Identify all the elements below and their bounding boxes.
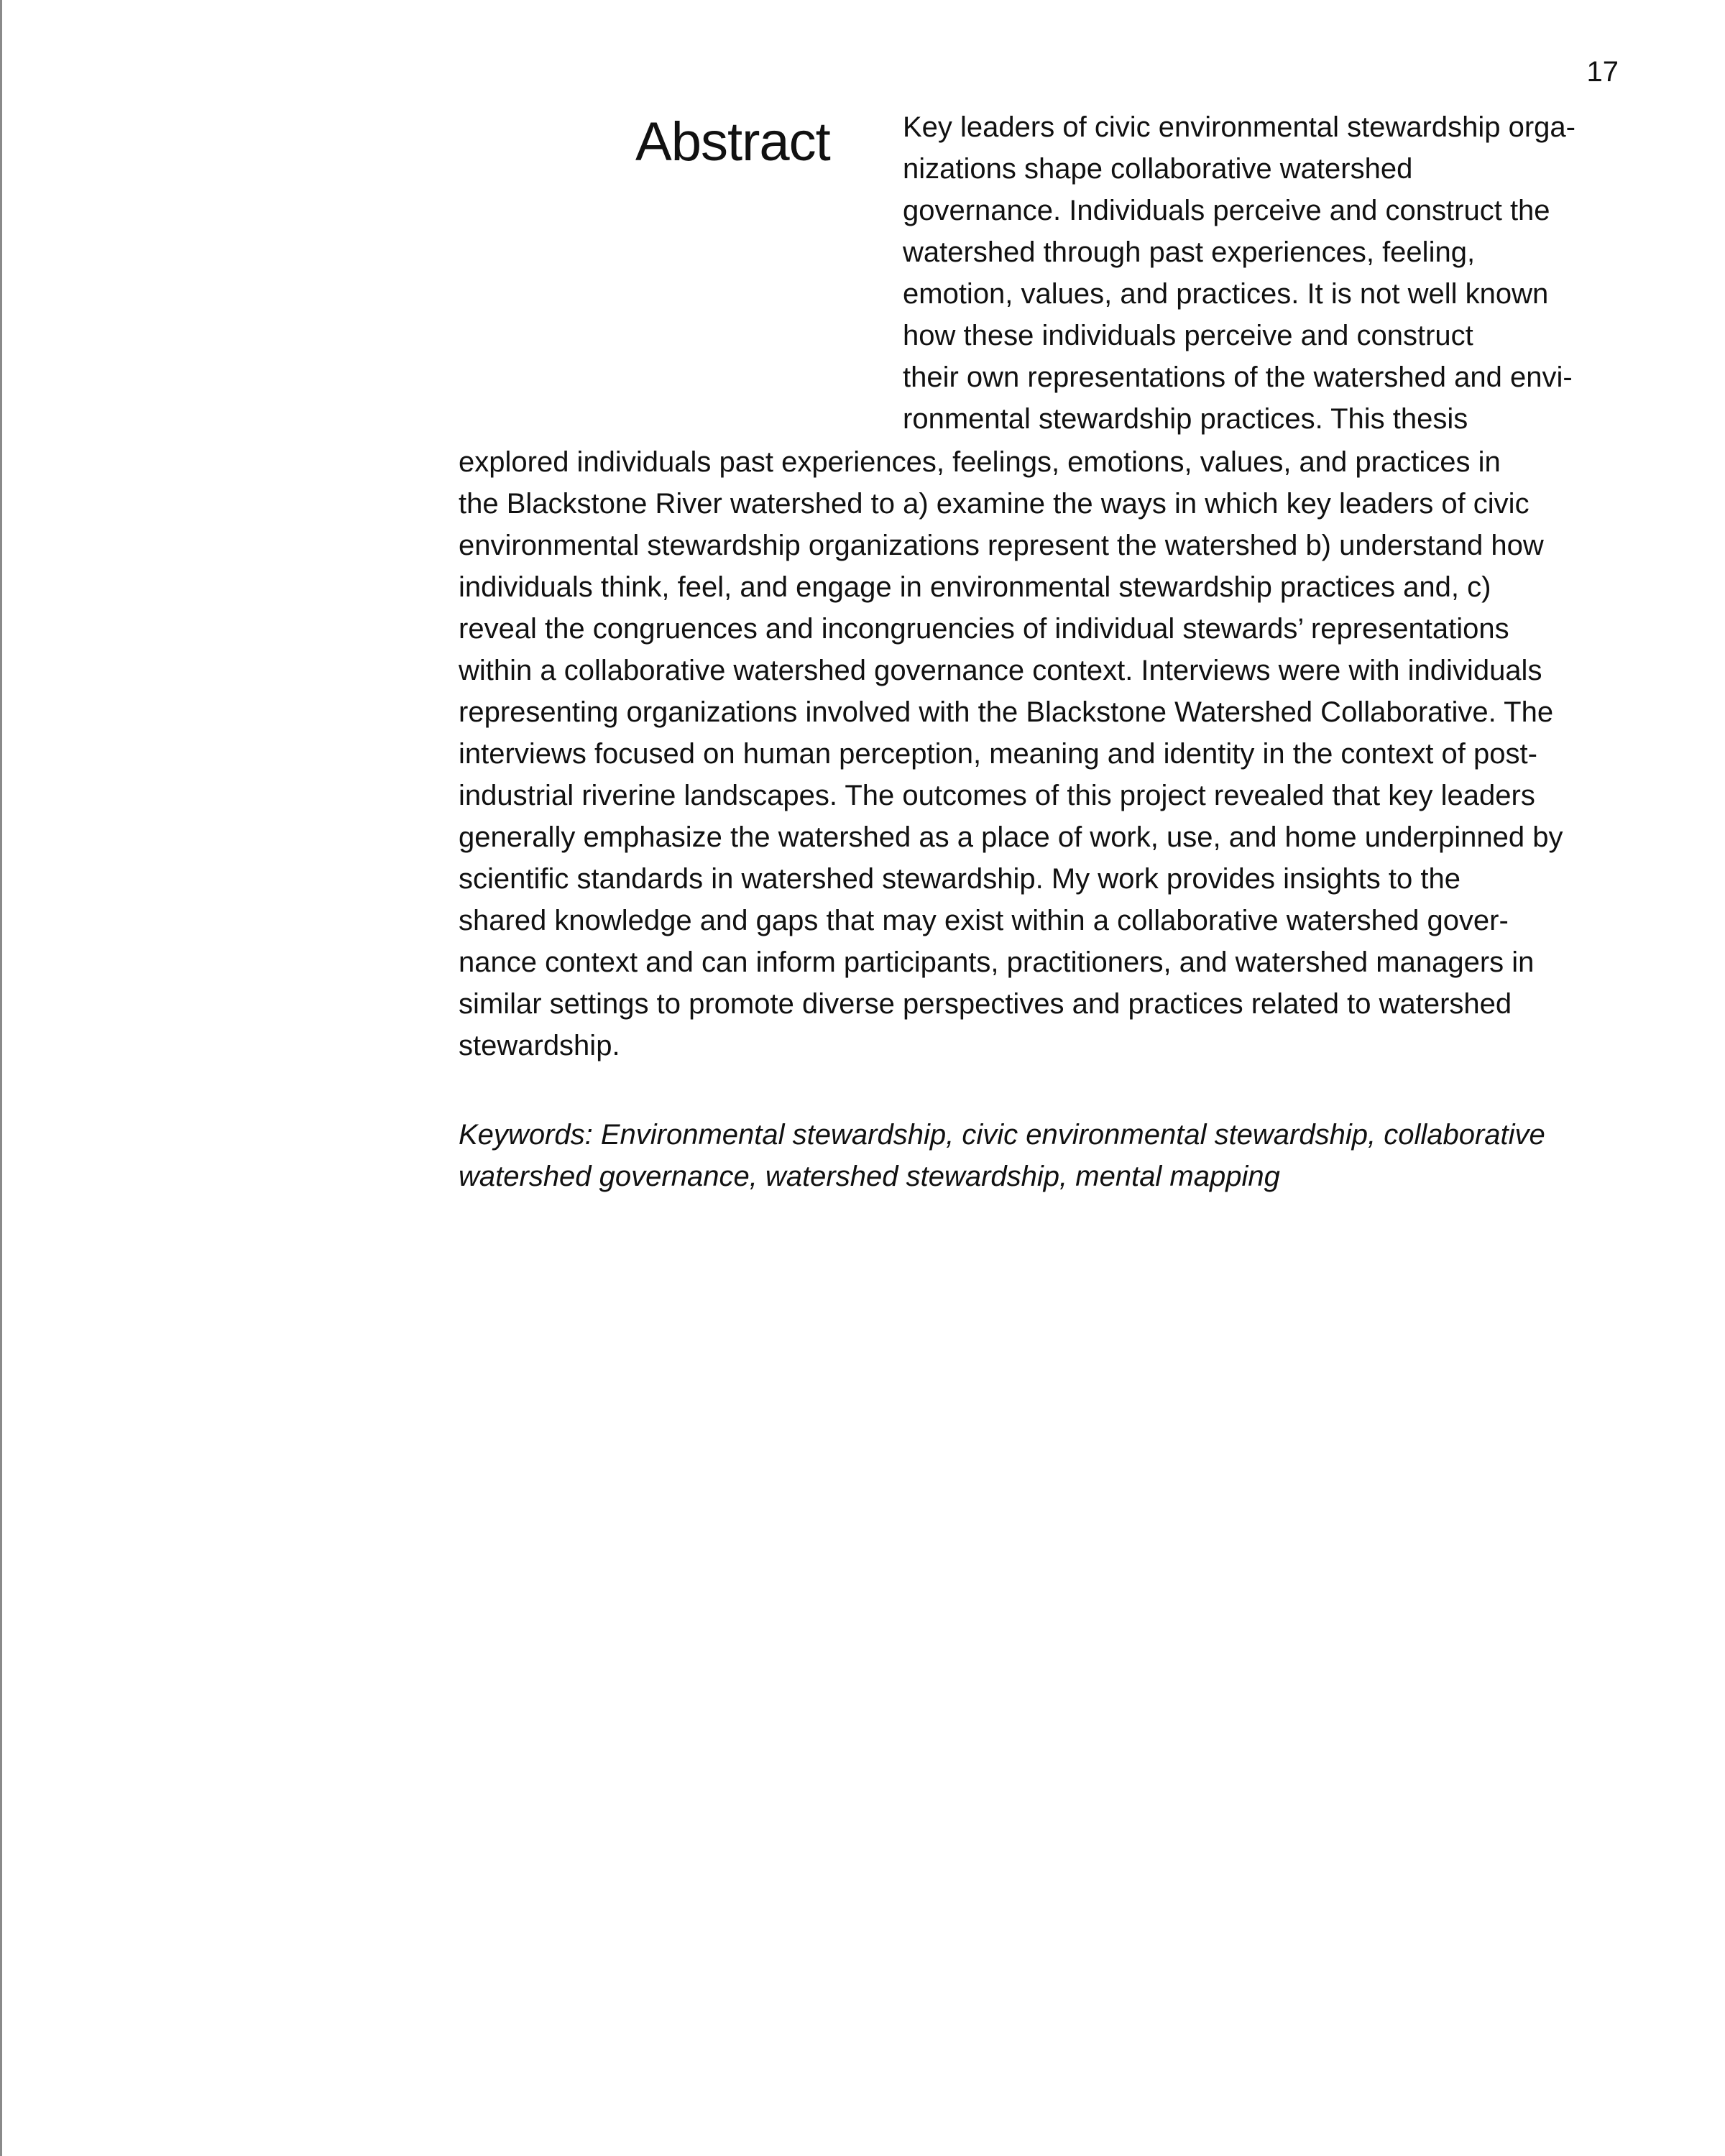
abstract-heading: Abstract	[635, 111, 830, 172]
abstract-line: representing organizations involved with the Blackstone Watershed Collaborative. The	[459, 696, 1554, 728]
abstract-line: within a collaborative watershed governance context. Interviews were with individuals	[459, 655, 1542, 686]
keywords-line: Keywords: Environmental stewardship, civic environmental stewardship, collaborative	[459, 1119, 1545, 1151]
abstract-line: Key leaders of civic environmental stewardship orga-	[903, 111, 1576, 143]
abstract-line: stewardship.	[459, 1030, 620, 1061]
abstract-line: individuals think, feel, and engage in environmental stewardship practices and, c)	[459, 571, 1491, 603]
abstract-line: how these individuals perceive and construct	[903, 320, 1473, 351]
abstract-line: similar settings to promote diverse perspectives and practices related to watershed	[459, 988, 1512, 1020]
abstract-line: watershed through past experiences, feeling,	[903, 236, 1476, 268]
abstract-line: environmental stewardship organizations represent the watershed b) understand how	[459, 530, 1544, 561]
abstract-line: nance context and can inform participants, practitioners, and watershed managers in	[459, 946, 1535, 978]
abstract-line: the Blackstone River watershed to a) examine the ways in which key leaders of civic	[459, 488, 1530, 520]
abstract-line: ronmental stewardship practices. This thesis	[903, 403, 1468, 435]
abstract-line: emotion, values, and practices. It is not well known	[903, 278, 1549, 310]
abstract-line: nizations shape collaborative watershed	[903, 153, 1413, 185]
abstract-line: reveal the congruences and incongruencies of individual stewards’ representations	[459, 613, 1509, 645]
abstract-line: governance. Individuals perceive and construct the	[903, 195, 1550, 226]
page-edge	[0, 0, 2, 2156]
abstract-line: scientific standards in watershed stewardship. My work provides insights to the	[459, 863, 1460, 895]
abstract-line: explored individuals past experiences, feelings, emotions, values, and practices in	[459, 446, 1501, 478]
abstract-line: shared knowledge and gaps that may exist within a collaborative watershed gover-	[459, 905, 1509, 936]
page-number: 17	[1586, 56, 1619, 88]
keywords-line: watershed governance, watershed stewardship, mental mapping	[459, 1161, 1280, 1192]
abstract-line: industrial riverine landscapes. The outcomes of this project revealed that key leaders	[459, 780, 1535, 811]
abstract-line: their own representations of the watershed and envi-	[903, 361, 1573, 393]
abstract-line: generally emphasize the watershed as a place of work, use, and home underpinned by	[459, 821, 1563, 853]
abstract-line: interviews focused on human perception, meaning and identity in the context of post-	[459, 738, 1537, 770]
